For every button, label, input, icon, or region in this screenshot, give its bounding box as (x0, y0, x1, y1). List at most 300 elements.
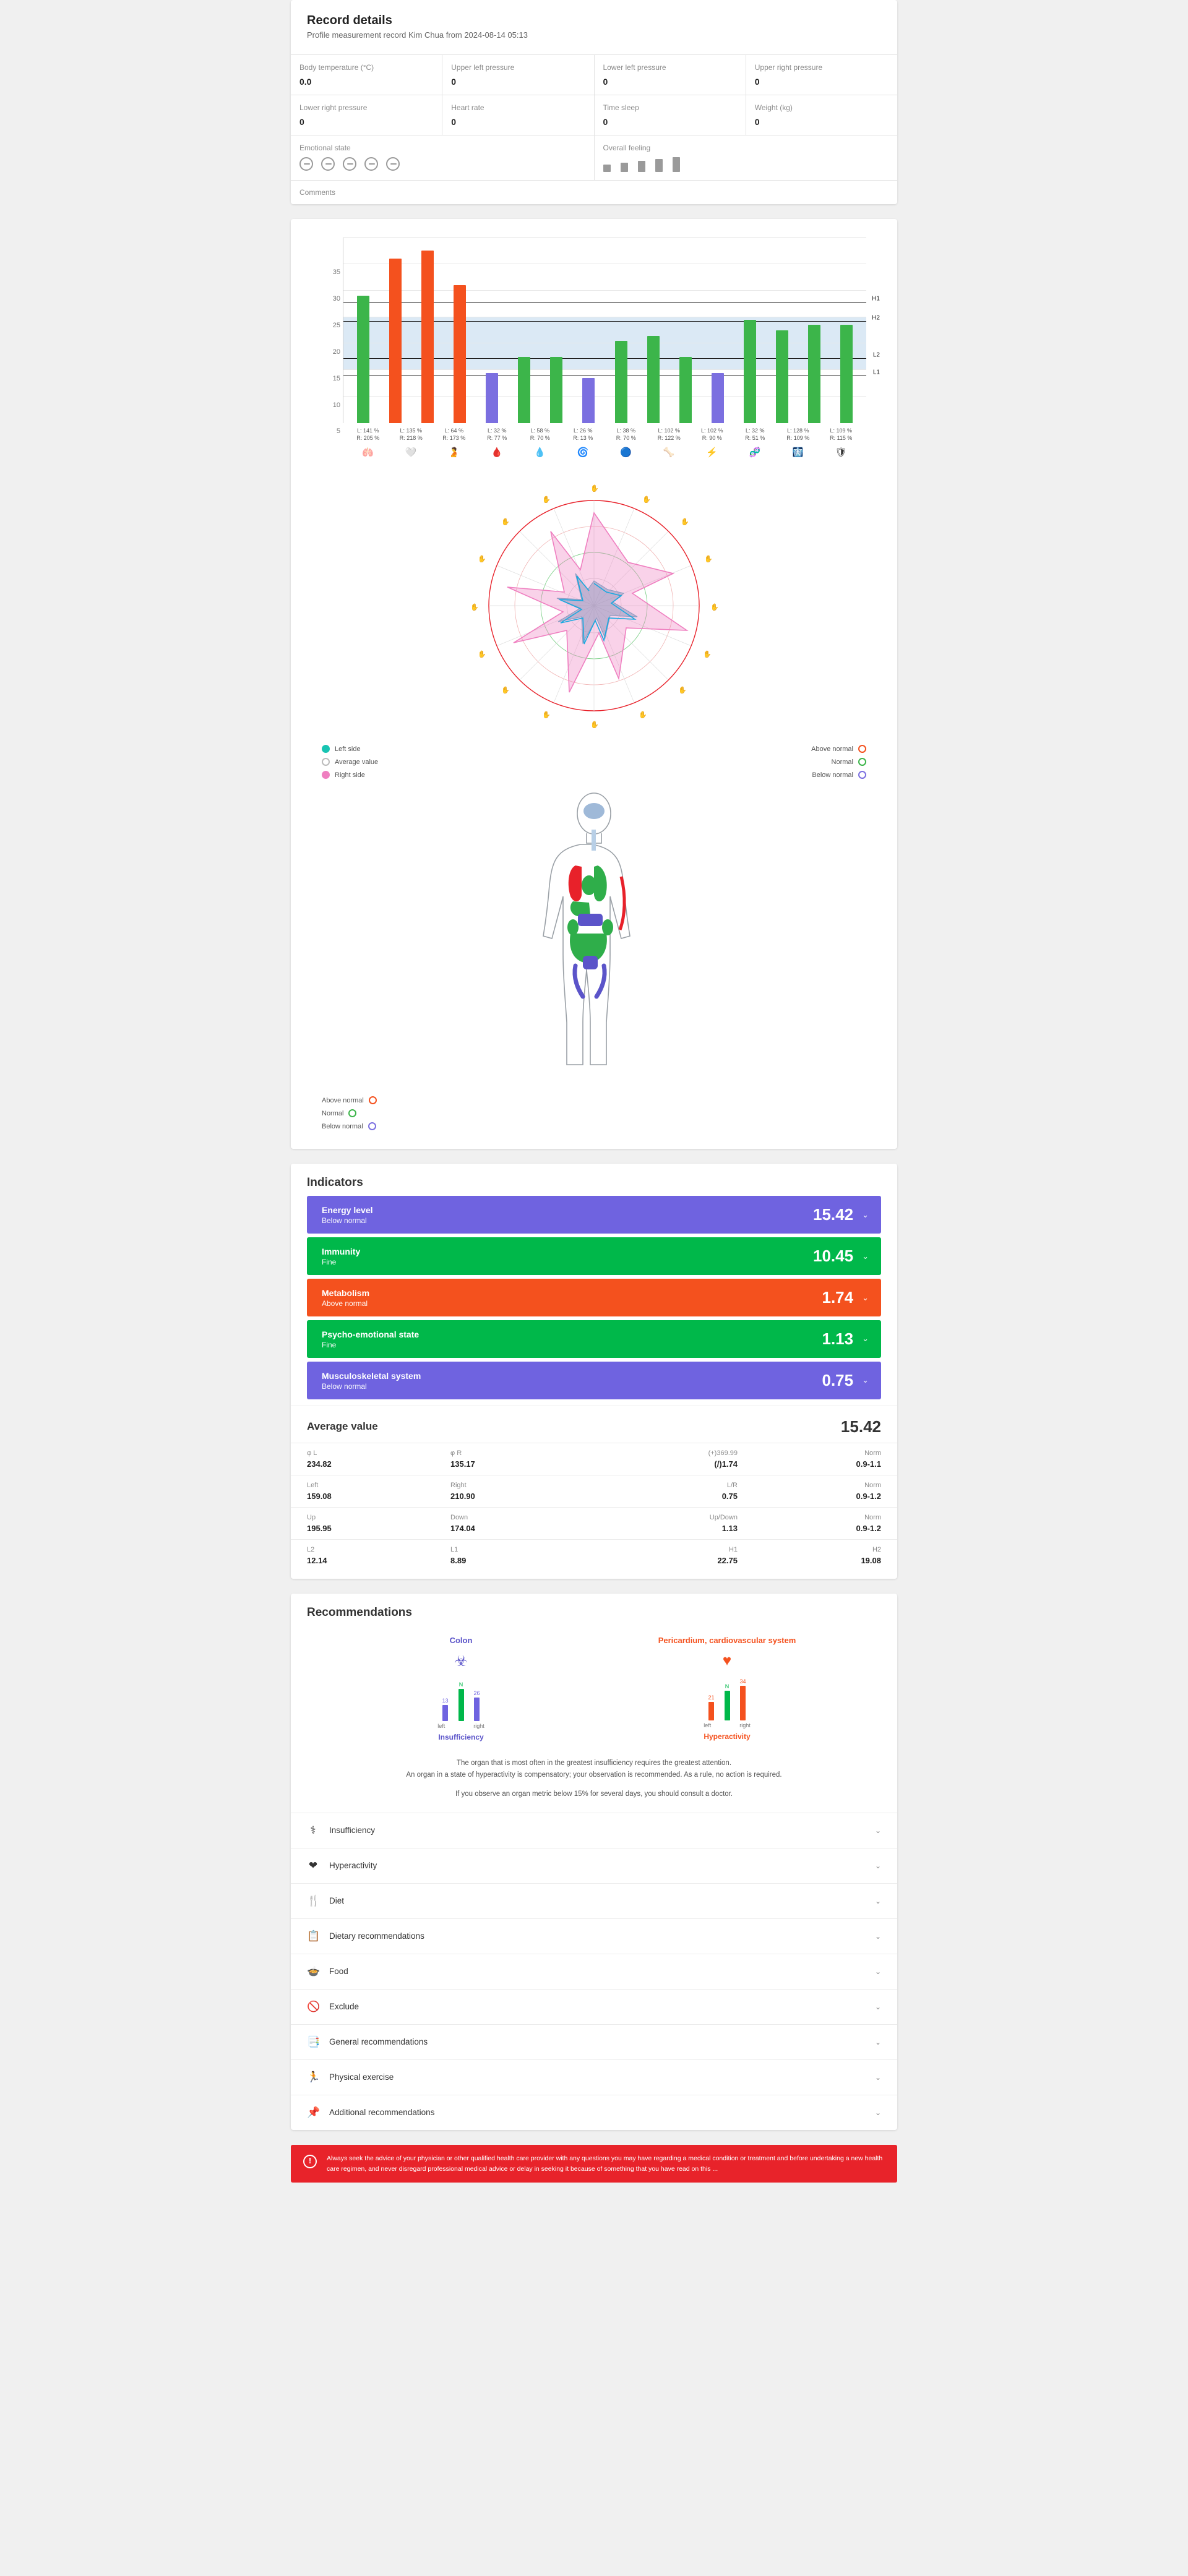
body-outline (543, 793, 630, 1065)
metric-value: 0.75 (721, 1491, 738, 1501)
svg-text:✋: ✋ (678, 687, 687, 695)
bar[interactable] (776, 330, 788, 423)
accordion-label: Food (329, 1967, 348, 1977)
emotional-state-group (291, 135, 595, 180)
food-icon: 🍲 (307, 1965, 321, 1977)
field-label: Body temperature (°C) (299, 63, 374, 72)
mini-bar (708, 1702, 714, 1720)
body-svg (514, 792, 674, 1089)
metric-value: 19.08 (861, 1555, 881, 1565)
bar-slot (702, 238, 734, 423)
metric-cell (307, 1546, 450, 1565)
accordion-physical-exercise[interactable] (291, 2059, 897, 2095)
bar-series (343, 238, 866, 423)
organ-bar-chart (322, 238, 880, 458)
field-label: Heart rate (451, 103, 484, 112)
field-body-temperature (291, 55, 442, 95)
x-axis-labels (343, 427, 866, 442)
bar-slot (572, 238, 605, 423)
metric-cell (307, 1449, 450, 1469)
legend-ring-below-normal (858, 771, 866, 779)
record-mood-row (291, 135, 897, 180)
lungs-icon[interactable]: 🫁 (362, 447, 374, 458)
bar[interactable] (454, 285, 466, 423)
organ-icon-row (343, 447, 866, 458)
metric-value: (/)1.74 (714, 1459, 738, 1469)
chevron-down-icon[interactable]: ⌄ (862, 1334, 869, 1344)
mini-bar-value: 34 (739, 1678, 746, 1685)
average-value-row (291, 1406, 897, 1443)
mini-bar-label-right: right (739, 1722, 751, 1728)
metric-value: 234.82 (307, 1459, 332, 1469)
metric-label: (+)369.99 (708, 1449, 738, 1457)
mini-bar-group (740, 1678, 746, 1720)
bar[interactable] (582, 378, 595, 423)
metric-cell (594, 1482, 738, 1501)
bar-slot (508, 238, 540, 423)
bar-slot (411, 238, 444, 423)
bar-slot (734, 238, 766, 423)
medical-disclaimer (291, 2145, 897, 2183)
indicators-card (291, 1164, 897, 1578)
x-axis-label: L: 38 % R: 70 % (616, 427, 636, 442)
chevron-down-icon[interactable]: ⌄ (874, 1967, 881, 1976)
bar[interactable] (421, 251, 434, 423)
organ-name-pericardium: Pericardium, cardiovascular system (658, 1635, 796, 1645)
indicator-row[interactable] (307, 1237, 881, 1275)
mini-bar-labels (374, 1723, 548, 1729)
field-label: Weight (kg) (754, 103, 793, 112)
svg-text:✋: ✋ (542, 711, 551, 719)
metric-label: L2 (307, 1545, 315, 1553)
legend-label: Above normal (811, 745, 853, 753)
accordion-label: Additional recommendations (329, 2108, 435, 2118)
field-label: Time sleep (603, 103, 639, 112)
chevron-down-icon[interactable]: ⌄ (862, 1251, 869, 1261)
x-axis-label: L: 135 % R: 218 % (399, 427, 423, 442)
metric-row (291, 1475, 897, 1507)
indicator-row[interactable] (307, 1279, 881, 1316)
field-label: Upper left pressure (451, 63, 515, 72)
hyperactivity-icon: ❤ (308, 1859, 318, 1871)
status-hyperactivity: Hyperactivity (704, 1732, 751, 1741)
immune-icon[interactable]: 🛡 (835, 447, 847, 458)
field-upper-left-pressure (442, 55, 594, 95)
body-diagram (322, 792, 866, 1093)
metric-label: Norm (864, 1481, 881, 1489)
chevron-down-icon[interactable]: ⌄ (874, 2072, 881, 2082)
radar-svg (322, 473, 866, 739)
chevron-down-icon[interactable]: ⌄ (862, 1292, 869, 1302)
metric-row (291, 1507, 897, 1539)
feeling-bar-2[interactable] (621, 163, 628, 172)
x-axis-label: L: 64 % R: 173 % (442, 427, 466, 442)
general-recommendations-icon: 📑 (307, 2035, 321, 2048)
metric-value: 12.14 (307, 1555, 327, 1565)
accordion-general-recommendations[interactable] (291, 2024, 897, 2059)
bar-slot (379, 238, 411, 423)
indicator-state: Fine (322, 1258, 337, 1267)
x-axis-label: L: 58 % R: 70 % (530, 427, 550, 442)
intestine-icon[interactable]: 🌀 (577, 447, 589, 458)
legend-ring-above-normal (369, 1096, 377, 1104)
metric-cell (450, 1514, 594, 1533)
record-field-row (291, 95, 897, 135)
chevron-down-icon[interactable]: ⌄ (874, 1931, 881, 1941)
metric-cell (307, 1482, 450, 1501)
metric-label: Up (307, 1513, 316, 1521)
colon-icon: ☣ (454, 1652, 468, 1670)
recommendations-title: Recommendations (307, 1605, 412, 1619)
legend-label: Average value (335, 758, 379, 766)
metric-value: 159.08 (307, 1491, 332, 1501)
legend-item-above-normal (811, 745, 866, 753)
bar[interactable] (712, 373, 724, 423)
recommendation-note-2: If you observe an organ metric below 15% for several days, you should consult a doctor. (455, 1790, 733, 1798)
y-axis-tick: 35 (332, 268, 340, 277)
accordion-dietary-recommendations[interactable] (291, 1918, 897, 1954)
reference-label-L2: L2 (872, 351, 880, 359)
bladder-icon[interactable]: 🔵 (620, 447, 632, 458)
accordion-label: Diet (329, 1896, 345, 1906)
x-axis-label: L: 141 % R: 205 % (356, 427, 380, 442)
field-value: 0 (451, 77, 457, 87)
physical-exercise-icon: 🏃 (307, 2071, 321, 2083)
indicator-value: 10.45 (813, 1247, 854, 1266)
bar-slot (444, 238, 476, 423)
body-organs (567, 803, 624, 997)
metric-cell (738, 1449, 881, 1469)
legend-dot-right-side (322, 771, 330, 779)
indicator-row[interactable] (307, 1196, 881, 1234)
bar[interactable] (357, 296, 369, 423)
record-subtitle: Profile measurement record Kim Chua from 2024-08-14 05:13 (307, 30, 528, 40)
x-axis-label: L: 128 % R: 109 % (786, 427, 810, 442)
metric-label: Up/Down (709, 1513, 738, 1521)
field-value: 0 (299, 117, 304, 127)
bar-slot (830, 238, 863, 423)
indicator-state: Below normal (322, 1381, 367, 1391)
feeling-bar-1[interactable] (603, 165, 611, 172)
gland-icon[interactable]: 🧬 (749, 447, 761, 458)
emotion-icon-2[interactable] (321, 157, 335, 171)
metric-value: 1.13 (721, 1523, 738, 1533)
x-axis-label: L: 32 % R: 77 % (487, 427, 507, 442)
mini-bar (458, 1689, 464, 1721)
record-field-row (291, 54, 897, 95)
kidney-icon[interactable]: 💧 (534, 447, 546, 458)
mini-bar (474, 1698, 480, 1721)
metric-label: L1 (450, 1545, 458, 1553)
legend-ring-above-normal (858, 745, 866, 753)
x-axis-label: L: 109 % R: 115 % (830, 427, 853, 442)
field-lower-left-pressure (595, 55, 746, 95)
vessel-icon[interactable]: 🩻 (792, 447, 804, 458)
indicator-row[interactable] (307, 1362, 881, 1399)
exclamation-icon: ! (303, 2155, 317, 2168)
metric-cell (594, 1546, 738, 1565)
metric-cell (738, 1546, 881, 1565)
accordion-exclude[interactable] (291, 1989, 897, 2024)
overall-feeling-label: Overall feeling (603, 144, 651, 152)
accordion-label: Insufficiency (329, 1826, 376, 1835)
metric-label: H2 (872, 1545, 881, 1553)
metric-value: 135.17 (450, 1459, 475, 1469)
svg-text:✋: ✋ (478, 651, 486, 659)
metric-label: Norm (864, 1513, 881, 1521)
indicator-state: Below normal (322, 1216, 367, 1226)
x-axis-label: L: 102 % R: 90 % (700, 427, 723, 442)
metric-label: Right (450, 1481, 467, 1489)
chevron-down-icon[interactable]: ⌄ (862, 1209, 869, 1219)
chevron-down-icon[interactable]: ⌄ (874, 1826, 881, 1835)
field-value: 0 (451, 117, 457, 127)
x-axis-label: L: 32 % R: 51 % (745, 427, 765, 442)
mini-bar (740, 1686, 746, 1720)
bar[interactable] (679, 357, 692, 423)
comments-label: Comments (291, 180, 897, 204)
page-title: Record details (307, 14, 392, 27)
field-upper-right-pressure (746, 55, 897, 95)
body-legend-item-above-normal (322, 1096, 866, 1104)
field-label: Upper right pressure (754, 63, 823, 72)
accordion-food[interactable] (291, 1954, 897, 1989)
note-line-2: An organ in a state of hyperactivity is compensatory; your observation is recommended. As a rule, no action is required. (406, 1771, 782, 1779)
legend-ring-below-normal (368, 1122, 376, 1130)
bar[interactable] (744, 320, 756, 423)
indicator-value: 1.74 (822, 1288, 854, 1307)
legend-ring-normal (858, 758, 866, 766)
disclaimer-text: Always seek the advice of your physician or other qualified health care provider with any questions you may have regarding a medical condition or treatment and before undertaking a new health care regimen, and never disregard professional medical advice or delay in seeking it because of something that you have read on this ... (327, 2154, 883, 2173)
x-axis-label: L: 102 % R: 122 % (657, 427, 681, 442)
metric-value: 0.9-1.2 (856, 1491, 881, 1501)
metric-row (291, 1539, 897, 1571)
heart-icon[interactable]: 🤍 (405, 447, 417, 458)
bar-slot (669, 238, 702, 423)
metric-cell (594, 1449, 738, 1469)
accordion-insufficiency[interactable] (291, 1813, 897, 1848)
svg-text:✋: ✋ (542, 496, 551, 504)
legend-dot-left-side (322, 745, 330, 753)
dietary-recommendations-icon: 📋 (307, 1930, 321, 1942)
metric-label: Norm (864, 1449, 881, 1457)
metric-label: H1 (728, 1545, 738, 1553)
indicator-name: Immunity (322, 1247, 361, 1257)
average-value-number: 15.42 (840, 1417, 881, 1436)
emotion-icon-3[interactable] (343, 157, 356, 171)
chevron-down-icon[interactable]: ⌄ (874, 2037, 881, 2046)
accordion-label: Dietary recommendations (329, 1931, 424, 1941)
emotion-icon-1[interactable] (299, 157, 313, 171)
indicator-name: Energy level (322, 1205, 373, 1216)
y-axis-tick: 20 (332, 348, 340, 356)
metric-cell (738, 1514, 881, 1533)
feeling-bar-3[interactable] (638, 161, 645, 172)
svg-text:✋: ✋ (704, 556, 713, 564)
chevron-down-icon[interactable]: ⌄ (874, 2002, 881, 2011)
overall-feeling-group (595, 135, 898, 180)
radar-chart (322, 473, 866, 739)
metric-cell (307, 1514, 450, 1533)
y-axis-tick: 15 (332, 374, 340, 382)
svg-text:✋: ✋ (478, 556, 486, 564)
body-legend (322, 1096, 866, 1130)
chevron-down-icon[interactable]: ⌄ (862, 1375, 869, 1385)
indicators-title: Indicators (307, 1176, 363, 1190)
recommendation-summary (291, 1636, 897, 1741)
mini-bar-chart-right (640, 1678, 814, 1720)
field-weight (746, 95, 897, 135)
mini-bar (725, 1691, 730, 1720)
mini-bar-value: 21 (708, 1694, 715, 1701)
mini-bar-group (442, 1698, 448, 1721)
insufficiency-icon: ⚕ (310, 1824, 316, 1836)
mini-bar-chart-left (374, 1679, 548, 1721)
svg-text:✋: ✋ (501, 687, 510, 695)
chevron-down-icon[interactable]: ⌄ (874, 2108, 881, 2117)
metric-cell (450, 1482, 594, 1501)
legend-label: Below normal (322, 1122, 363, 1130)
nerve-icon[interactable]: ⚡ (706, 447, 718, 458)
mini-bar-label-right: right (473, 1722, 484, 1729)
svg-text:✋: ✋ (681, 518, 689, 526)
indicators-list (291, 1196, 897, 1399)
indicator-row[interactable] (307, 1320, 881, 1358)
svg-text:✋: ✋ (703, 651, 712, 659)
exclude-icon: 🚫 (307, 2000, 321, 2012)
accordion-additional-recommendations[interactable] (291, 2095, 897, 2130)
y-axis-tick: 5 (336, 427, 340, 436)
svg-text:✋: ✋ (590, 485, 599, 493)
feeling-bar-5[interactable] (673, 157, 680, 172)
legend-item-normal (811, 758, 866, 766)
spine-icon[interactable]: 🦴 (663, 447, 675, 458)
metric-label: Down (450, 1513, 468, 1521)
legend-item-right-side (322, 771, 378, 779)
bar[interactable] (486, 373, 498, 423)
metric-cell (450, 1449, 594, 1469)
body-legend-item-below-normal (322, 1122, 866, 1130)
mini-bar-value: N (725, 1683, 730, 1689)
metric-label: Left (307, 1481, 319, 1489)
metric-cell (450, 1546, 594, 1565)
chart-plot-area (343, 238, 880, 423)
diet-icon: 🍴 (307, 1894, 321, 1907)
metric-label: L/R (726, 1481, 738, 1489)
legend-right-group (811, 745, 866, 784)
metric-value: 0.9-1.1 (856, 1459, 881, 1469)
indicator-name: Musculoskeletal system (322, 1370, 421, 1381)
indicator-name: Psycho-emotional state (322, 1329, 420, 1339)
svg-text:✋: ✋ (470, 604, 479, 612)
metric-value: 8.89 (450, 1555, 467, 1565)
y-axis-tick: 30 (332, 295, 340, 303)
mini-bar-label-left: left (437, 1722, 446, 1729)
bar[interactable] (647, 336, 660, 423)
bar[interactable] (840, 325, 853, 423)
body-legend-item-normal (322, 1109, 866, 1117)
bar[interactable] (615, 341, 627, 423)
field-label: Lower right pressure (299, 103, 368, 112)
legend-label: Normal (831, 758, 853, 766)
reference-label-H1: H1 (872, 295, 880, 303)
bar-slot (637, 238, 669, 423)
reference-label-L1: L1 (872, 369, 880, 376)
field-heart-rate (442, 95, 594, 135)
mini-bar-value: 13 (442, 1697, 449, 1704)
svg-text:✋: ✋ (639, 711, 647, 719)
legend-ring-normal (348, 1109, 356, 1117)
recommendation-hyperactivity-column (640, 1636, 814, 1741)
legend-left-group (322, 745, 378, 784)
organ-name-colon: Colon (449, 1635, 473, 1645)
mini-bar-group (708, 1694, 714, 1720)
metric-cell (738, 1482, 881, 1501)
recommendation-insufficiency-column (374, 1636, 548, 1741)
accordion-label: General recommendations (329, 2037, 428, 2047)
metric-label: φ L (307, 1449, 317, 1457)
bar-slot (476, 238, 508, 423)
indicator-value: 0.75 (822, 1370, 854, 1389)
field-value: 0 (603, 117, 608, 127)
bar-slot (540, 238, 572, 423)
legend-label: Above normal (322, 1096, 364, 1104)
liver-icon[interactable]: 🩸 (491, 447, 503, 458)
indicator-value: 15.42 (813, 1205, 854, 1224)
bar-slot (347, 238, 379, 423)
svg-text:✋: ✋ (710, 604, 719, 612)
accordion-hyperactivity[interactable] (291, 1848, 897, 1883)
field-value: 0 (754, 77, 760, 87)
legend-ring-average (322, 758, 330, 766)
metric-row (291, 1443, 897, 1475)
feeling-bar-4[interactable] (655, 159, 663, 172)
mini-bar (442, 1705, 448, 1721)
heart-pulse-icon: ♥ (722, 1652, 732, 1669)
indicator-state: Above normal (322, 1299, 368, 1308)
bar[interactable] (550, 357, 562, 423)
metric-value: 210.90 (450, 1491, 475, 1501)
emotion-icon-5[interactable] (386, 157, 400, 171)
field-value: 0 (754, 117, 760, 127)
chevron-down-icon[interactable]: ⌄ (874, 1896, 881, 1905)
x-axis-label: L: 26 % R: 13 % (573, 427, 593, 442)
bar-slot (798, 238, 830, 423)
metrics-table (291, 1443, 897, 1571)
recommendation-note-1 (328, 1758, 860, 1782)
mini-bar-label-left: left (704, 1722, 712, 1728)
additional-recommendations-icon: 📌 (307, 2106, 321, 2118)
accordion-diet[interactable] (291, 1883, 897, 1918)
svg-text:✋: ✋ (642, 496, 651, 504)
bar[interactable] (808, 325, 820, 423)
legend-label: Left side (335, 745, 361, 753)
recommendations-card (291, 1594, 897, 2130)
indicator-name: Metabolism (322, 1288, 370, 1299)
bar[interactable] (518, 357, 530, 423)
charts-card (291, 219, 897, 1149)
bar[interactable] (389, 259, 402, 423)
field-value: 0.0 (299, 77, 312, 87)
metric-value: 0.9-1.2 (856, 1523, 881, 1533)
chevron-down-icon[interactable]: ⌄ (874, 1861, 881, 1870)
accordion-label: Physical exercise (329, 2072, 394, 2082)
note-line-1: The organ that is most often in the greatest insufficiency requires the greatest attention. (456, 1759, 732, 1767)
emotion-icon-4[interactable] (364, 157, 378, 171)
record-details-card (291, 0, 897, 204)
stomach-icon[interactable]: 🫄 (448, 447, 460, 458)
legend-item-below-normal (811, 771, 866, 779)
